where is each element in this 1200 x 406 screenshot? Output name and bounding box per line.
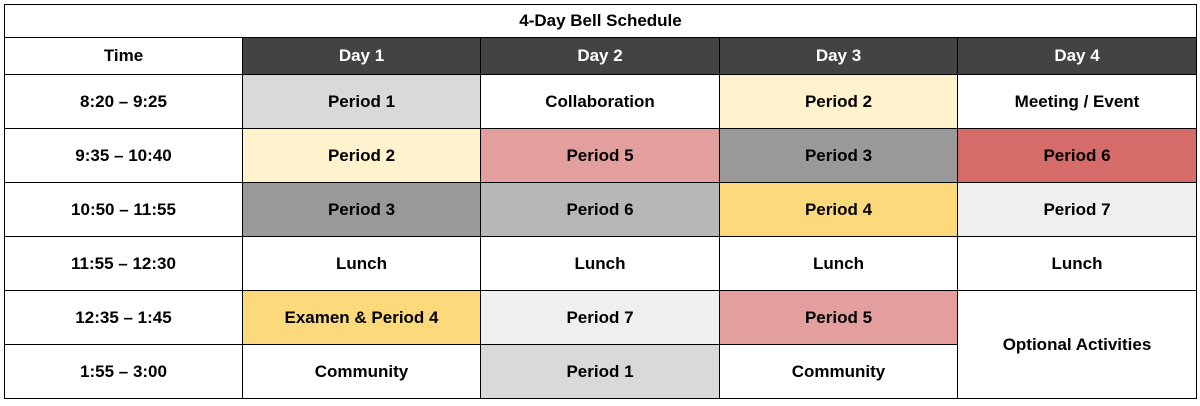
schedule-cell: Period 3 — [720, 129, 958, 183]
schedule-cell: Period 6 — [958, 129, 1197, 183]
schedule-cell: Period 5 — [720, 291, 958, 345]
schedule-cell: Period 1 — [481, 345, 720, 399]
table-row — [5, 237, 1197, 291]
time-slot-cell: 11:55 – 12:30 — [5, 237, 243, 291]
schedule-cell: Period 7 — [481, 291, 720, 345]
schedule-cell: Collaboration — [481, 75, 720, 129]
schedule-cell: Lunch — [243, 237, 481, 291]
schedule-container — [4, 4, 1197, 399]
day-2-header: Day 2 — [481, 38, 720, 75]
day-4-header: Day 4 — [958, 38, 1197, 75]
table-row — [5, 291, 1197, 345]
header-row — [5, 38, 1197, 75]
time-slot-cell: 8:20 – 9:25 — [5, 75, 243, 129]
schedule-cell: Period 2 — [243, 129, 481, 183]
schedule-cell: Period 5 — [481, 129, 720, 183]
schedule-cell: Optional Activities — [958, 291, 1197, 399]
time-slot-cell: 10:50 – 11:55 — [5, 183, 243, 237]
schedule-cell: Meeting / Event — [958, 75, 1197, 129]
schedule-body — [5, 75, 1197, 399]
table-row — [5, 129, 1197, 183]
table-row — [5, 183, 1197, 237]
schedule-cell: Period 3 — [243, 183, 481, 237]
day-3-header: Day 3 — [720, 38, 958, 75]
schedule-cell: Community — [720, 345, 958, 399]
schedule-cell: Period 7 — [958, 183, 1197, 237]
time-slot-cell: 1:55 – 3:00 — [5, 345, 243, 399]
schedule-title: 4-Day Bell Schedule — [5, 5, 1197, 38]
title-row — [5, 5, 1197, 38]
time-slot-cell: 9:35 – 10:40 — [5, 129, 243, 183]
schedule-cell: Community — [243, 345, 481, 399]
schedule-cell: Period 2 — [720, 75, 958, 129]
schedule-cell: Lunch — [720, 237, 958, 291]
schedule-cell: Examen & Period 4 — [243, 291, 481, 345]
schedule-cell: Period 4 — [720, 183, 958, 237]
day-1-header: Day 1 — [243, 38, 481, 75]
schedule-cell: Lunch — [958, 237, 1197, 291]
time-slot-cell: 12:35 – 1:45 — [5, 291, 243, 345]
schedule-cell: Period 1 — [243, 75, 481, 129]
schedule-cell: Period 6 — [481, 183, 720, 237]
bell-schedule-table — [4, 4, 1197, 399]
time-column-header: Time — [5, 38, 243, 75]
schedule-cell: Lunch — [481, 237, 720, 291]
table-row — [5, 75, 1197, 129]
